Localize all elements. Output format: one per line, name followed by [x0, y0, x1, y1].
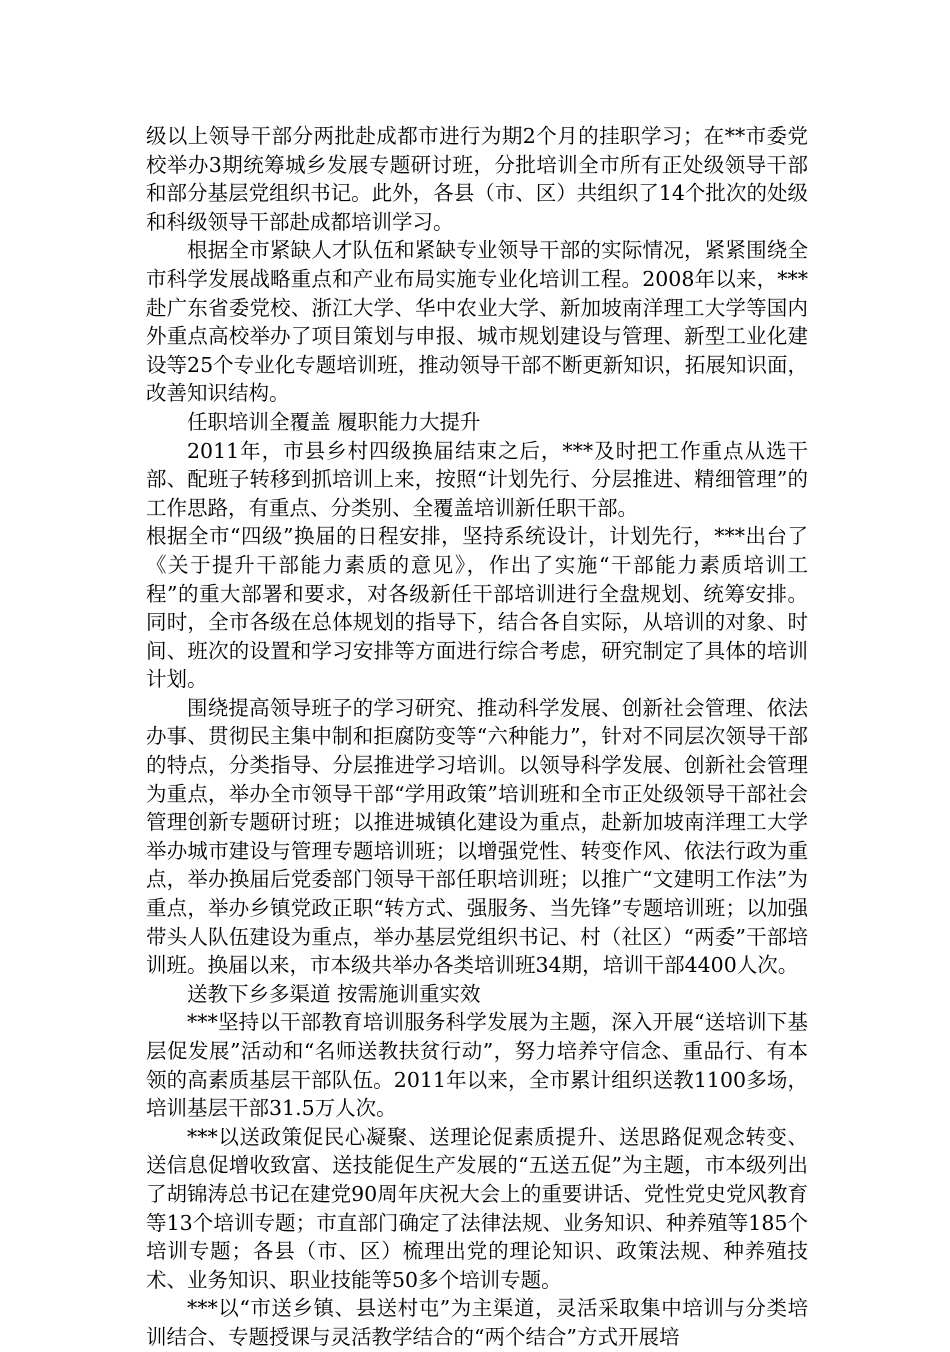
paragraph-send-training: ***坚持以干部教育培训服务科学发展为主题，深入开展“送培训下基层促发展”活动和“名师送教扶贫行动”，努力培养守信念、重品行、有本领的高素质基层干部队伍。2011年以来，全市累计组织送教1100多场，培训基层干部31.5万人次。	[146, 1010, 808, 1121]
paragraph-2011-election: 2011年，市县乡村四级换届结束之后，***及时把工作重点从选干部、配班子转移到抓培训上来，按照“计划先行、分层推进、精细管理”的工作思路，有重点、分类别、全覆盖培训新任职干部。	[146, 438, 808, 520]
section-heading-appointment-training: 任职培训全覆盖 履职能力大提升	[187, 409, 481, 434]
paragraph-five-sends: ***以送政策促民心凝聚、送理论促素质提升、送思路促观念转变、送信息促增收致富、送技能促生产发展的“五送五促”为主题，市本级列出了胡锦涛总书记在建党90周年庆祝大会上的重要讲话、党性党史党风教育等13个培训专题；市直部门确定了法律法规、业务知识、种养殖等185个培训专题；各县（市、区）梳理出党的理论知识、政策法规、种养殖技术、业务知识、职业技能等50多个培训专题。	[146, 1124, 808, 1292]
section-heading-rural-education: 送教下乡多渠道 按需施训重实效	[187, 981, 481, 1006]
paragraph-four-level-schedule: 根据全市“四级”换届的日程安排，坚持系统设计，计划先行，***出台了《关于提升干部能力素质的意见》，作出了实施“干部能力素质培训工程”的重大部署和要求，对各级新任干部培训进行全盘规划、统筹安排。同时，全市各级在总体规划的指导下，结合各自实际，从培训的对象、时间、班次的设置和学习安排等方面进行综合考虑，研究制定了具体的培训计划。	[146, 524, 808, 692]
paragraph-six-abilities: 围绕提高领导班子的学习研究、推动科学发展、创新社会管理、依法办事、贯彻民主集中制和拒腐防变等“六种能力”，针对不同层次领导干部的特点，分类指导、分层推进学习培训。以领导科学发展、创新社会管理为重点，举办全市领导干部“学用政策”培训班和全市正处级领导干部社会管理创新专题研讨班；以推进城镇化建设为重点，赴新加坡南洋理工大学举办城市建设与管理专题培训班；以增强党性、转变作风、依法行政为重点，举办换届后党委部门领导干部任职培训班；以推广“文建明工作法”为重点，举办乡镇党政正职“转方式、强服务、当先锋”专题培训班；以加强带头人队伍建设为重点，举办基层党组织书记、村（社区）“两委”干部培训班。换届以来，市本级共举办各类培训班34期，培训干部4400人次。	[146, 695, 808, 978]
document-page	[146, 122, 808, 1352]
paragraph-training-specialization: 根据全市紧缺人才队伍和紧缺专业领导干部的实际情况，紧紧围绕全市科学发展战略重点和产业布局实施专业化培训工程。2008年以来，***赴广东省委党校、浙江大学、华中农业大学、新加坡南洋理工大学等国内外重点高校举办了项目策划与申报、城市规划建设与管理、新型工业化建设等25个专业化专题培训班，推动领导干部不断更新知识，拓展知识面，改善知识结构。	[146, 238, 808, 406]
paragraph-main-channel: ***以“市送乡镇、县送村屯”为主渠道，灵活采取集中培训与分类培训结合、专题授课与灵活教学结合的“两个结合”方式开展培	[146, 1296, 808, 1349]
paragraph-continuation: 级以上领导干部分两批赴成都市进行为期2个月的挂职学习；在**市委党校举办3期统筹城乡发展专题研讨班，分批培训全市所有正处级领导干部和部分基层党组织书记。此外，各县（市、区）共组织了14个批次的处级和科级领导干部赴成都培训学习。	[146, 124, 808, 234]
